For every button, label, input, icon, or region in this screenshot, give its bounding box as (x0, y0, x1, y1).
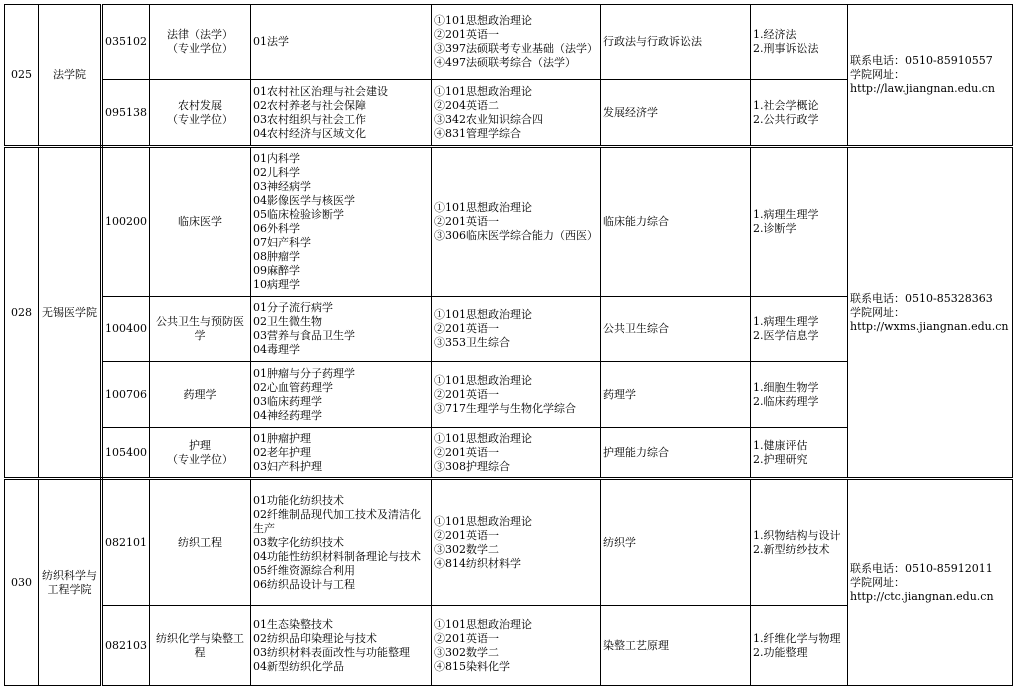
retest-subject: 发展经济学 (601, 80, 751, 147)
retest-subject: 公共卫生综合 (601, 297, 751, 362)
extra-subject: 1.经济法 (753, 28, 797, 41)
direction-item: 03神经病学 (253, 180, 311, 193)
contact-phone: 联系电话：0510-85328363 (850, 291, 993, 305)
college-contact (848, 147, 1013, 479)
exam-subject: ④497法硕联考综合（法学） (434, 56, 576, 69)
extra-subjects (751, 606, 848, 686)
retest-subject: 药理学 (601, 362, 751, 428)
exam-subject: ②204英语二 (434, 98, 499, 112)
extra-subject: 1.纤维化学与物理 (753, 631, 841, 645)
college-name (39, 479, 102, 686)
exam-subjects (432, 297, 601, 362)
major-name: 临床医学 (150, 147, 251, 297)
extra-subject: 2.诊断学 (753, 222, 797, 235)
site-label: 学院网址： (850, 305, 905, 319)
exam-subjects (432, 606, 601, 686)
research-directions (251, 147, 432, 297)
exam-subject: ③308护理综合 (434, 459, 510, 473)
college-url[interactable]: http://wxms.jiangnan.edu.cn (850, 319, 1009, 333)
direction-item: 06外科学 (253, 222, 300, 235)
exam-subjects (432, 80, 601, 147)
site-label: 学院网址： (850, 575, 905, 589)
direction-item: 09麻醉学 (253, 264, 300, 277)
direction-item: 03营养与食品卫生学 (253, 329, 355, 342)
major-code: 100400 (102, 297, 150, 362)
exam-subject: ②201英语一 (434, 631, 499, 645)
direction-item: 04影像医学与核医学 (253, 194, 355, 207)
extra-subject: 2.刑事诉讼法 (753, 42, 819, 55)
direction-item: 04毒理学 (253, 343, 300, 356)
admissions-table (4, 4, 1013, 686)
direction-item: 01法学 (253, 35, 289, 48)
extra-subject: 1.细胞生物学 (753, 380, 819, 394)
table-row (5, 5, 1013, 80)
direction-item: 04功能性纺织材料制备理论与技术 (253, 549, 421, 563)
major-code: 082101 (102, 479, 150, 606)
direction-item: 04神经药理学 (253, 408, 322, 422)
direction-item: 04新型纺织化学品 (253, 659, 344, 673)
direction-item: 02纤维制品现代加工技术及清洁化生产 (253, 507, 421, 535)
exam-subject: ②201英语一 (434, 322, 499, 335)
extra-subjects (751, 80, 848, 147)
exam-subject: ①101思想政治理论 (434, 514, 532, 528)
college-name (39, 147, 102, 479)
retest-subject: 护理能力综合 (601, 428, 751, 479)
major-name: 药理学 (150, 362, 251, 428)
college-code: 025 (5, 5, 39, 147)
research-directions (251, 5, 432, 80)
direction-item: 02纺织品印染理论与技术 (253, 631, 377, 645)
direction-item: 01生态染整技术 (253, 617, 333, 631)
college-name-text: 纺织科学与工程学院 (42, 568, 97, 596)
college-contact (848, 479, 1013, 686)
college-url[interactable]: http://law.jiangnan.edu.cn (850, 82, 995, 95)
exam-subject: ③302数学二 (434, 542, 499, 556)
extra-subject: 2.公共行政学 (753, 112, 819, 126)
major-code: 082103 (102, 606, 150, 686)
college-contact (848, 5, 1013, 147)
major-name: 法律（法学） （专业学位） (150, 5, 251, 80)
direction-item: 03临床药理学 (253, 394, 322, 408)
exam-subjects (432, 428, 601, 479)
retest-subject: 染整工艺原理 (601, 606, 751, 686)
extra-subject: 1.织物结构与设计 (753, 528, 841, 542)
exam-subject: ②201英语一 (434, 445, 499, 459)
major-code: 035102 (102, 5, 150, 80)
exam-subject: ④815染料化学 (434, 659, 510, 673)
college-url[interactable]: http://ctc.jiangnan.edu.cn (850, 589, 994, 603)
retest-subject: 纺织学 (601, 479, 751, 606)
college-name-text: 无锡医学院 (42, 305, 97, 319)
exam-subject: ②201英语一 (434, 28, 499, 41)
direction-item: 01肿瘤与分子药理学 (253, 366, 355, 380)
extra-subject: 1.病理生理学 (753, 315, 819, 328)
direction-item: 01肿瘤护理 (253, 431, 311, 445)
exam-subject: ③397法硕联考专业基础（法学） (434, 42, 598, 55)
exam-subject: ①101思想政治理论 (434, 617, 532, 631)
major-code: 105400 (102, 428, 150, 479)
extra-subject: 2.临床药理学 (753, 394, 819, 408)
exam-subject: ③306临床医学综合能力（西医） (434, 229, 598, 242)
direction-item: 02儿科学 (253, 166, 300, 179)
exam-subjects (432, 479, 601, 606)
research-directions (251, 606, 432, 686)
direction-item: 02农村养老与社会保障 (253, 98, 366, 112)
site-label: 学院网址： (850, 68, 905, 81)
exam-subjects (432, 362, 601, 428)
exam-subject: ①101思想政治理论 (434, 431, 532, 445)
contact-phone: 联系电话：0510-85910557 (850, 54, 993, 67)
exam-subject: ③302数学二 (434, 645, 499, 659)
exam-subject: ①101思想政治理论 (434, 201, 532, 214)
exam-subject: ②201英语一 (434, 215, 499, 228)
extra-subject: 2.功能整理 (753, 645, 808, 659)
college-code: 028 (5, 147, 39, 479)
exam-subject: ③717生理学与生物化学综合 (434, 401, 576, 415)
direction-item: 04农村经济与区域文化 (253, 126, 366, 140)
extra-subjects (751, 428, 848, 479)
direction-item: 01内科学 (253, 152, 300, 165)
exam-subject: ①101思想政治理论 (434, 373, 532, 387)
exam-subject: ④814纺织材料学 (434, 556, 521, 570)
direction-item: 01农村社区治理与社会建设 (253, 84, 388, 98)
direction-item: 05纤维资源综合利用 (253, 563, 355, 577)
extra-subjects (751, 147, 848, 297)
direction-item: 03农村组织与社会工作 (253, 112, 366, 126)
table-row (5, 147, 1013, 297)
major-name: 护理 （专业学位） (150, 428, 251, 479)
major-code: 100706 (102, 362, 150, 428)
direction-item: 10病理学 (253, 278, 300, 291)
direction-item: 02老年护理 (253, 445, 311, 459)
research-directions (251, 297, 432, 362)
direction-item: 02心血管药理学 (253, 380, 333, 394)
major-code: 100200 (102, 147, 150, 297)
college-name-text: 法学院 (53, 68, 86, 81)
exam-subject: ①101思想政治理论 (434, 84, 532, 98)
retest-subject: 行政法与行政诉讼法 (601, 5, 751, 80)
direction-item: 03数字化纺织技术 (253, 535, 344, 549)
exam-subjects (432, 147, 601, 297)
extra-subjects (751, 297, 848, 362)
exam-subject: ①101思想政治理论 (434, 14, 532, 27)
extra-subjects (751, 362, 848, 428)
research-directions (251, 80, 432, 147)
college-code: 030 (5, 479, 39, 686)
direction-item: 01功能化纺织技术 (253, 493, 344, 507)
research-directions (251, 362, 432, 428)
exam-subject: ②201英语一 (434, 387, 499, 401)
exam-subject: ②201英语一 (434, 528, 499, 542)
direction-item: 03纺织材料表面改性与功能整理 (253, 645, 410, 659)
major-code: 095138 (102, 80, 150, 147)
extra-subject: 2.新型纺纱技术 (753, 542, 830, 556)
research-directions (251, 479, 432, 606)
major-name: 公共卫生与预防医学 (150, 297, 251, 362)
extra-subject: 2.护理研究 (753, 452, 808, 466)
contact-phone: 联系电话：0510-85912011 (850, 561, 993, 575)
direction-item: 01分子流行病学 (253, 301, 333, 314)
exam-subjects (432, 5, 601, 80)
extra-subject: 1.社会学概论 (753, 98, 819, 112)
extra-subject: 1.病理生理学 (753, 208, 819, 221)
table-row (5, 479, 1013, 606)
extra-subjects (751, 479, 848, 606)
direction-item: 03妇产科护理 (253, 459, 322, 473)
major-name: 农村发展 （专业学位） (150, 80, 251, 147)
extra-subject: 2.医学信息学 (753, 329, 819, 342)
major-name: 纺织化学与染整工程 (150, 606, 251, 686)
exam-subject: ①101思想政治理论 (434, 308, 532, 321)
research-directions (251, 428, 432, 479)
direction-item: 08肿瘤学 (253, 250, 300, 263)
exam-subject: ④831管理学综合 (434, 126, 521, 140)
exam-subject: ③342农业知识综合四 (434, 112, 543, 126)
table-body (5, 5, 1013, 686)
extra-subjects (751, 5, 848, 80)
retest-subject: 临床能力综合 (601, 147, 751, 297)
direction-item: 06纺织品设计与工程 (253, 577, 355, 591)
direction-item: 02卫生微生物 (253, 315, 322, 328)
direction-item: 05临床检验诊断学 (253, 208, 344, 221)
extra-subject: 1.健康评估 (753, 438, 808, 452)
college-name (39, 5, 102, 147)
direction-item: 07妇产科学 (253, 236, 311, 249)
major-name: 纺织工程 (150, 479, 251, 606)
exam-subject: ③353卫生综合 (434, 336, 510, 349)
